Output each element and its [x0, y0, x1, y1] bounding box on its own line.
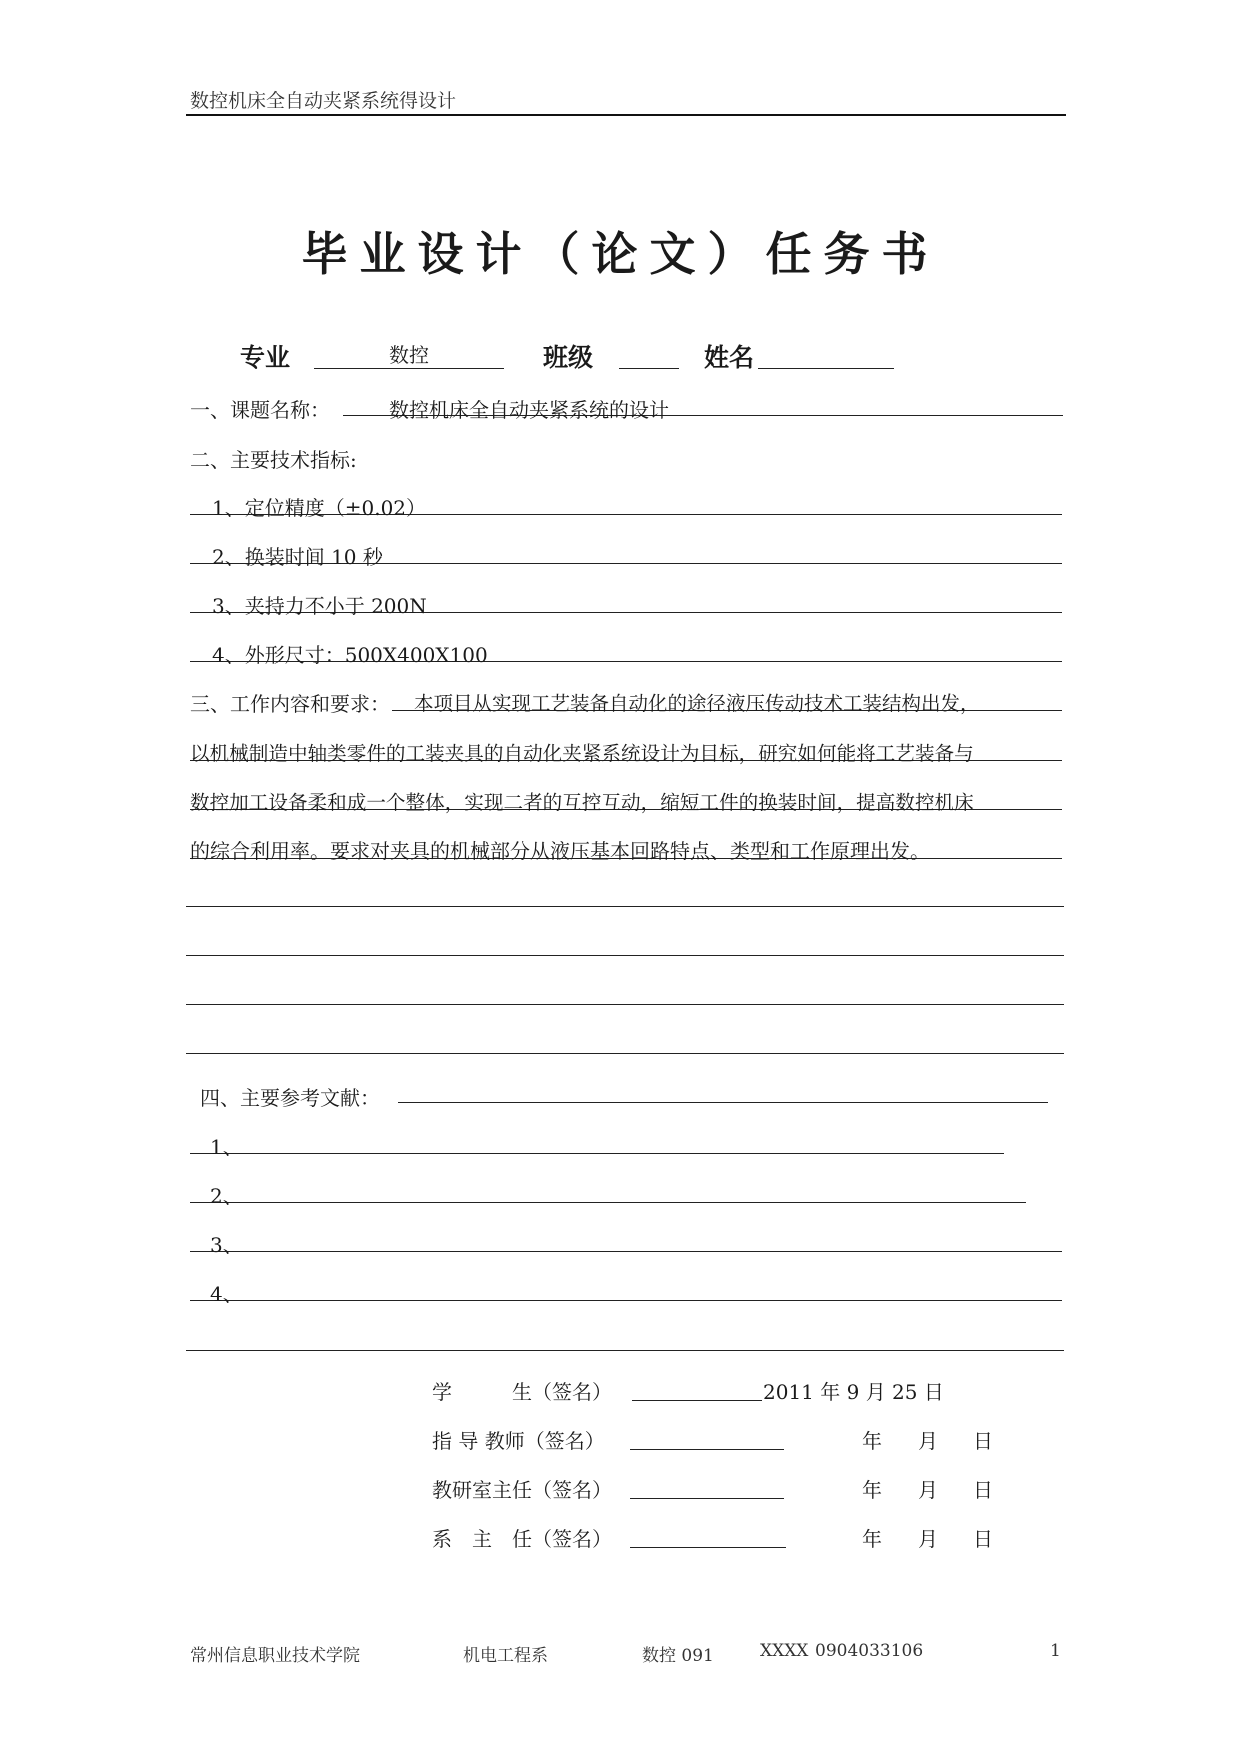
year-label: 年: [862, 1527, 882, 1551]
blank-line: [186, 1004, 1064, 1005]
reference-item: 2、: [190, 1180, 1026, 1203]
month-label: 月: [918, 1478, 938, 1502]
student-signature-label: 学 生（签名）: [432, 1380, 612, 1404]
section1-label: 一、课题名称：: [190, 398, 330, 422]
major-value: 数控: [314, 339, 504, 369]
spec-item: 2、换装时间 10 秒: [190, 541, 1062, 564]
reference-item: 1、: [190, 1131, 1004, 1154]
section3-label: 三、工作内容和要求：: [190, 692, 390, 716]
day-label: 日: [973, 1429, 993, 1453]
blank-line: [186, 1350, 1064, 1351]
name-label: 姓名: [704, 343, 755, 372]
requirement-line: 数控加工设备柔和成一个整体，实现二者的互控互动，缩短工件的换装时间，提高数控机床: [190, 786, 1062, 810]
student-signature-date: 2011 年 9 月 25 日: [763, 1380, 944, 1404]
class-label: 班级: [543, 343, 594, 372]
month-label: 月: [918, 1429, 938, 1453]
footer-department: 机电工程系: [463, 1646, 548, 1666]
reference-line: [398, 1102, 1048, 1103]
reference-item: 3、: [190, 1229, 1062, 1252]
section4-label: 四、主要参考文献：: [200, 1086, 380, 1110]
blank-line: [186, 906, 1064, 907]
student-signature-line: [632, 1400, 762, 1401]
day-label: 日: [973, 1478, 993, 1502]
day-label: 日: [973, 1527, 993, 1551]
footer-class: 数控 091: [642, 1646, 714, 1666]
page-number: 1: [1050, 1641, 1061, 1661]
class-value: [619, 339, 679, 369]
dept-head-signature-line: [630, 1547, 786, 1548]
month-label: 月: [918, 1527, 938, 1551]
requirement-line: 以机械制造中轴类零件的工装夹具的自动化夹紧系统设计为目标，研究如何能将工艺装备与: [190, 737, 1062, 761]
name-value: [758, 339, 894, 369]
major-label: 专业: [240, 343, 291, 372]
section1-value: 数控机床全自动夹紧系统的设计: [343, 394, 1063, 416]
footer-student-name: XXXX: [760, 1641, 809, 1661]
director-signature-label: 教研室主任（签名）: [432, 1478, 612, 1502]
section2-label: 二、主要技术指标:: [190, 448, 357, 472]
footer-school: 常州信息职业技术学院: [190, 1646, 360, 1666]
spec-item: 4、外形尺寸：500X400X100: [190, 639, 1062, 662]
advisor-signature-line: [630, 1449, 784, 1450]
header-rule: [186, 114, 1066, 116]
reference-item: 4、: [190, 1278, 1062, 1301]
year-label: 年: [862, 1478, 882, 1502]
spec-item: 3、夹持力不小于 200N: [190, 590, 1062, 613]
running-header: 数控机床全自动夹紧系统得设计: [190, 90, 457, 112]
blank-line: [186, 955, 1064, 956]
requirement-line: 本项目从实现工艺装备自动化的途径液压传动技术工装结构出发，: [392, 688, 1062, 711]
year-label: 年: [862, 1429, 882, 1453]
dept-head-signature-label: 系 主 任（签名）: [432, 1527, 612, 1551]
document-title: 毕业设计（论文）任务书: [301, 227, 940, 281]
advisor-signature-label: 指 导 教师（签名）: [432, 1429, 605, 1453]
blank-line: [186, 1053, 1064, 1054]
requirement-line: 的综合利用率。要求对夹具的机械部分从液压基本回路特点、类型和工作原理出发。: [190, 835, 1062, 859]
footer-student-id: 0904033106: [815, 1641, 924, 1661]
director-signature-line: [630, 1498, 784, 1499]
spec-item: 1、定位精度（±0.02）: [190, 492, 1062, 515]
